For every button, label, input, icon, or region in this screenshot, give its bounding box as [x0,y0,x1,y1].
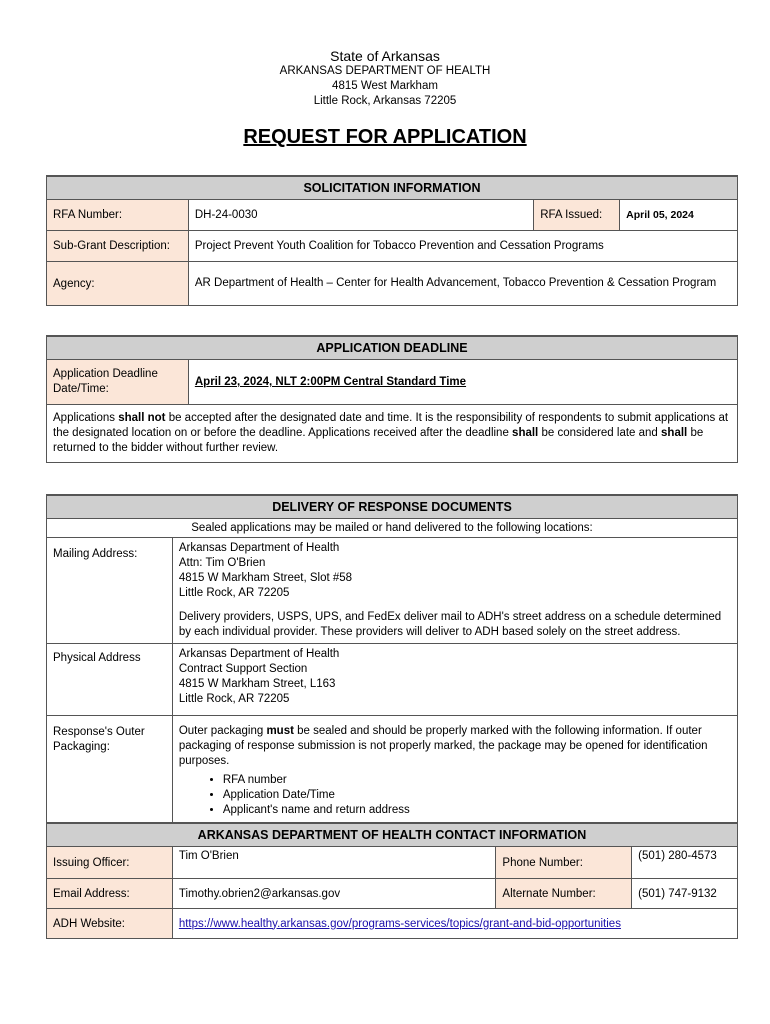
contact-heading: ARKANSAS DEPARTMENT OF HEALTH CONTACT INFORMATION [47,823,738,847]
subgrant-label: Sub-Grant Description: [47,231,189,262]
deadline-value: April 23, 2024, NLT 2:00PM Central Standard Time [188,360,737,405]
packaging-instructions: Outer packaging must be sealed and should be properly marked with the following information. If outer packaging of response submission is not properly marked, the package may be opened for identification purposes. • RFA number • Application Date/Time • Applicant's name and return address [172,716,737,824]
officer-value: Tim O'Brien [172,847,496,879]
packaging-label: Response's Outer Packaging: [47,716,173,824]
alternate-number-label: Alternate Number: [496,879,632,909]
alternate-number-value: (501) 747-9132 [632,879,738,909]
list-item: • Applicant's name and return address [223,803,731,818]
delivery-heading: DELIVERY OF RESPONSE DOCUMENTS [47,495,738,519]
phone-label: Phone Number: [496,847,632,879]
subgrant-value: Project Prevent Youth Coalition for Tobacco Prevention and Cessation Programs [188,231,737,262]
physical-label: Physical Address [47,644,173,716]
rfa-number-label: RFA Number: [47,200,189,231]
mailing-label: Mailing Address: [47,538,173,644]
physical-address: Arkansas Department of Health Contract Support Section 4815 W Markham Street, L163 Little Rock, AR 72205 [172,644,737,716]
solicitation-table [46,175,738,306]
officer-label: Issuing Officer: [47,847,173,879]
mailing-address: Arkansas Department of Health Attn: Tim O'Brien 4815 W Markham Street, Slot #58 Little Rock, AR 72205 Delivery providers, USPS, UPS, and FedEx deliver mail to ADH's street address on a schedule determined by each individual provider. These providers will deliver to ADH based solely on the street address. [172,538,737,644]
page-title: REQUEST FOR APPLICATION [243,126,527,148]
rfa-issued-label: RFA Issued: [534,200,620,231]
rfa-number-value: DH-24-0030 [188,200,533,231]
website-link[interactable]: https://www.healthy.arkansas.gov/programs-services/topics/grant-and-bid-opportunities [178,917,621,930]
deadline-heading: APPLICATION DEADLINE [47,336,738,360]
phone-value: (501) 280-4573 [632,847,738,879]
agency-value: AR Department of Health – Center for Health Advancement, Tobacco Prevention & Cessation Program [188,262,737,306]
website-cell [172,909,737,939]
city-address: Little Rock, Arkansas 72205 [313,95,457,107]
agency-label: Agency: [47,262,189,306]
department-name: ARKANSAS DEPARTMENT OF HEALTH [279,65,491,77]
deadline-note: Applications shall not be accepted after the designated date and time. It is the responsibility of respondents to submit applications at the designated location on or before the deadline. Applications received after the deadline shall be considered late and shall be returned to the bidder without further review. [47,405,738,463]
list-item: • Application Date/Time [223,788,731,803]
street-address: 4815 West Markham [332,80,438,92]
list-item: • RFA number [223,773,731,788]
deadline-label: Application Deadline Date/Time: [47,360,189,405]
deadline-table [46,335,738,463]
mailing-note: Delivery providers, USPS, UPS, and FedEx deliver mail to ADH's street address on a schedule determined by each individual provider. These providers will deliver to ADH based solely on the street address. [178,611,722,638]
email-label: Email Address: [47,879,173,909]
packaging-list [179,773,731,818]
delivery-table [46,494,738,939]
delivery-intro: Sealed applications may be mailed or hand delivered to the following locations: [47,519,738,538]
website-label: ADH Website: [47,909,173,939]
state-name: State of Arkansas [330,48,440,64]
solicitation-heading: SOLICITATION INFORMATION [47,176,738,200]
rfa-issued-value: April 05, 2024 [620,200,738,231]
letterhead [0,48,770,109]
email-value: Timothy.obrien2@arkansas.gov [172,879,496,909]
